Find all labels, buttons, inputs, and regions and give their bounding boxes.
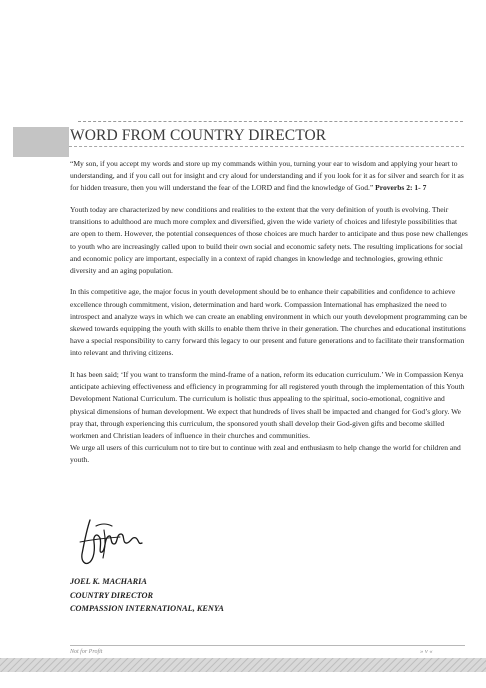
signatory-name: JOEL K. MACHARIA xyxy=(70,577,147,586)
scripture-quote xyxy=(70,158,468,195)
top-dashed-rule xyxy=(78,121,463,122)
signatory-organization: COMPASSION INTERNATIONAL, KENYA xyxy=(70,604,224,613)
signatory-title: COUNTRY DIRECTOR xyxy=(70,590,154,600)
quote-text: “My son, if you accept my words and store up my commands within you, turning your ear to wisdom and applying your heart to understanding, and if you call out for insight and cry aloud for understanding and if you look for it as for silver and search for it as for hidden treasure, then you will understand the fear of the LORD and find the knowledge of God.” xyxy=(70,159,464,193)
paragraph-3: It has been said; ‘If you want to transform the mind-frame of a nation, reform its education curriculum.’ We in Compassion Kenya anticipate achieving effectiveness and efficiency in programming for all registered youth through the implementation of this Youth Development National Curriculum. The curriculum is holistic thus appealing to the spiritual, socio-emotional, cognitive and physical dimensions of human development. We expect that hundreds of lives shall be impacted and changed for God’s glory. We pray that, through experiencing this curriculum, the sponsored youth shall develop their God-given gifts and become skilled workmen and Christian leaders of influence in their churches and communities. xyxy=(70,369,465,440)
section-tab xyxy=(13,127,69,157)
footer-tagline: Not for Profit xyxy=(70,649,103,655)
page-number: » v « xyxy=(420,648,433,655)
quote-reference: Proverbs 2: 1- 7 xyxy=(375,183,427,193)
page-heading: WORD FROM COUNTRY DIRECTOR xyxy=(70,127,327,144)
paragraph-2: In this competitive age, the major focus in youth development should be to enhance their capabilities and confidence to achieve excellence through commitment, vision, determination and hard work. Compassion International has emphasized the need to introspect and analyze ways in which we can create an enabling environment in which our youth development programming can be skewed towards equipping the youth with skills to enable them thrive in their generation. The churches and educational institutions have a special responsibility to carry forward this legacy to our present and future generations and to facilitate their transformation into relevant and thriving citizens. xyxy=(70,287,468,358)
footer-rule xyxy=(70,645,465,646)
signature-block xyxy=(70,575,224,616)
footer-decorative-band xyxy=(0,658,486,672)
letter-body xyxy=(70,158,468,476)
handwritten-signature xyxy=(76,514,148,568)
paragraph-1: Youth today are characterized by new conditions and realities to the extent that the very definition of youth is evolving. Their transitions to adulthood are much more complex and diversified, given the wide variety of choices and lifestyle possibilities that are open to them. However, the potential consequences of those choices are much harder to anticipate and thus pose new challenges to youth who are increasingly called upon to build their own social and economic safety nets. The resulting implications for social and economic policy are important, especially in a context of rapid changes in knowledge and technologies, growing ethnic diversity and an aging population. xyxy=(70,204,468,275)
paragraph-4: We urge all users of this curriculum not to tire but to continue with zeal and enthusiasm to help change the world for children and youth. xyxy=(70,443,461,465)
heading-rule xyxy=(69,146,464,147)
